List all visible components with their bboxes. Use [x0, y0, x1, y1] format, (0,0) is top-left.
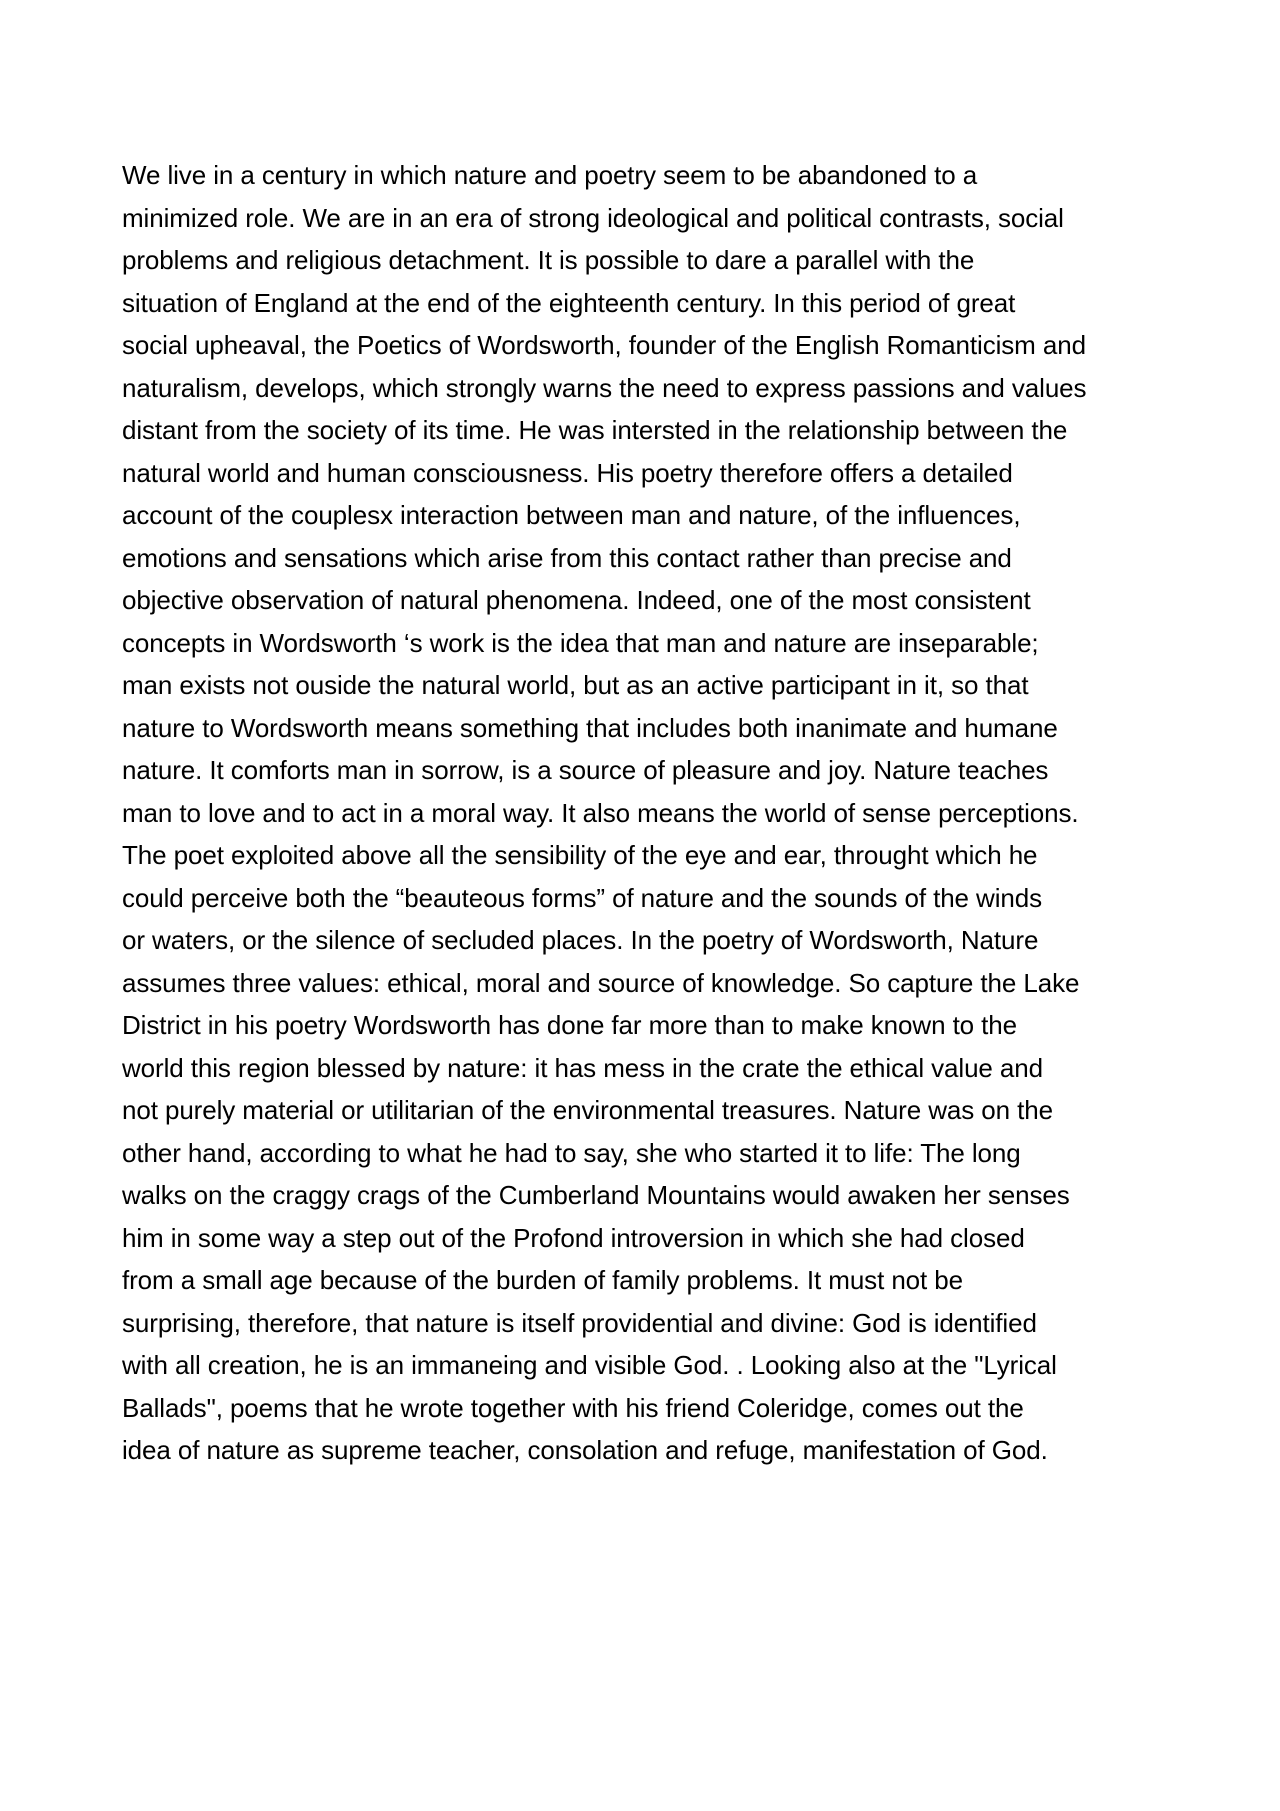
paragraph-line: not purely material or utilitarian of the environmental treasures. Nature was on the — [122, 1095, 1053, 1125]
paragraph-line: or waters, or the silence of secluded places. In the poetry of Wordsworth, Nature — [122, 925, 1039, 955]
paragraph-line: man to love and to act in a moral way. It also means the world of sense perceptions. — [122, 797, 1079, 828]
paragraph-line: social upheaval, the Poetics of Wordsworth, founder of the English Romanticism and — [122, 330, 1086, 360]
paragraph-line: distant from the society of its time. He was intersted in the relationship between the — [122, 415, 1068, 445]
paragraph-line: nature. It comforts man in sorrow, is a source of pleasure and joy. Nature teaches — [122, 755, 1049, 785]
paragraph-line: situation of England at the end of the eighteenth century. In this period of great — [122, 287, 1016, 318]
paragraph-line: concepts in Wordsworth ‘s work is the idea that man and nature are inseparable; — [122, 627, 1039, 658]
paragraph-line: other hand, according to what he had to say, she who started it to life: The long — [122, 1137, 1021, 1168]
paragraph-line: naturalism, develops, which strongly warns the need to express passions and values — [122, 372, 1087, 403]
body-paragraph — [122, 154, 1167, 1472]
paragraph-line: natural world and human consciousness. His poetry therefore offers a detailed — [122, 457, 1013, 488]
paragraph-line: from a small age because of the burden of family problems. It must not be — [122, 1265, 964, 1295]
paragraph-line: walks on the craggy crags of the Cumberland Mountains would awaken her senses — [122, 1180, 1070, 1210]
paragraph-line: District in his poetry Wordsworth has done far more than to make known to the — [122, 1010, 1018, 1040]
paragraph-line: assumes three values: ethical, moral and source of knowledge. So capture the Lake — [122, 967, 1080, 998]
paragraph-line: him in some way a step out of the Profond introversion in which she had closed — [122, 1222, 1025, 1253]
paragraph-line: We live in a century in which nature and poetry seem to be abandoned to a — [122, 160, 978, 190]
paragraph-line: could perceive both the “beauteous forms” of nature and the sounds of the winds — [122, 882, 1043, 913]
paragraph-line: idea of nature as supreme teacher, consolation and refuge, manifestation of God. — [122, 1435, 1048, 1465]
paragraph-line: with all creation, he is an immaneing and visible God. . Looking also at the "Lyrical — [122, 1350, 1057, 1380]
paragraph-line: man exists not ouside the natural world, but as an active participant in it, so that — [122, 670, 1029, 700]
paragraph-line: minimized role. We are in an era of strong ideological and political contrasts, social — [122, 202, 1064, 233]
paragraph-line: Ballads", poems that he wrote together with his friend Coleridge, comes out the — [122, 1392, 1024, 1423]
paragraph-line: The poet exploited above all the sensibility of the eye and ear, throught which he — [122, 840, 1038, 870]
paragraph-line: account of the couplesx interaction between man and nature, of the influences, — [122, 500, 1021, 530]
paragraph-line: surprising, therefore, that nature is itself providential and divine: God is identified — [122, 1307, 1037, 1338]
paragraph-line: problems and religious detachment. It is possible to dare a parallel with the — [122, 245, 975, 275]
paragraph-line: nature to Wordsworth means something that includes both inanimate and humane — [122, 712, 1058, 743]
paragraph-line: emotions and sensations which arise from this contact rather than precise and — [122, 542, 1012, 573]
paragraph-line: world this region blessed by nature: it has mess in the crate the ethical value and — [122, 1052, 1043, 1083]
paragraph-line: objective observation of natural phenomena. Indeed, one of the most consistent — [122, 585, 1031, 615]
